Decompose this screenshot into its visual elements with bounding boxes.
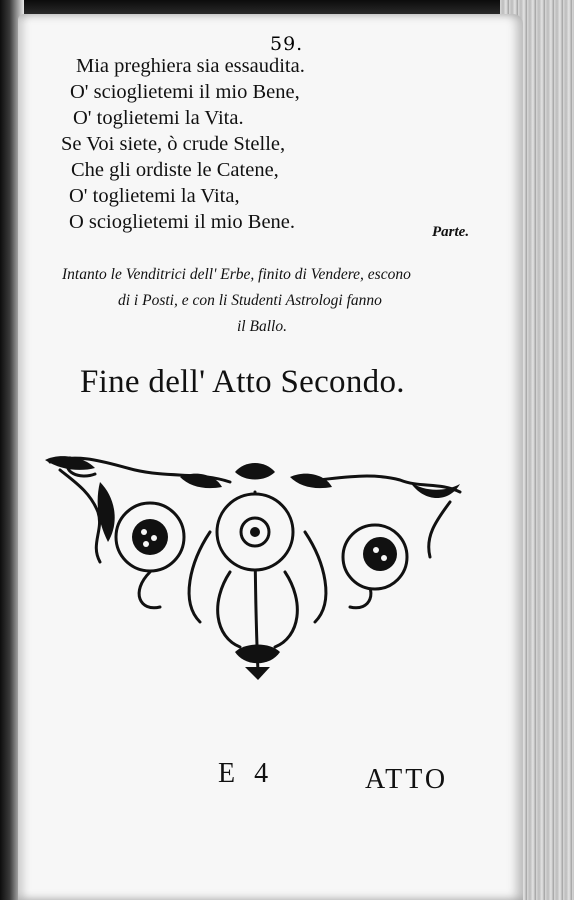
signature-mark: E 4 <box>218 758 275 789</box>
verse-line: O' toglietemi la Vita, <box>69 185 240 207</box>
act-end-title: Fine dell' Atto Secondo. <box>80 364 405 400</box>
verse-line: Se Voi siete, ò crude Stelle, <box>61 133 286 155</box>
verse-line: Che gli ordiste le Catene, <box>71 159 279 181</box>
verse-line: O scioglietemi il mio Bene. <box>69 211 296 233</box>
verse-line: Mia preghiera sia essaudita. <box>76 55 305 77</box>
verse-line: O' scioglietemi il mio Bene, <box>70 81 300 103</box>
floral-ornament-icon <box>40 452 470 686</box>
verse-line: O' toglietemi la Vita. <box>73 107 244 129</box>
stage-direction-line: il Ballo. <box>237 318 287 335</box>
exit-direction: Parte. <box>432 224 470 240</box>
page-number: 59. <box>270 33 304 55</box>
stage-direction-line: Intanto le Venditrici dell' Erbe, finito di Vendere, escono <box>62 266 411 283</box>
stage-direction-line: di i Posti, e con li Studenti Astrologi fanno <box>118 292 382 309</box>
catchword: ATTO <box>365 764 449 795</box>
